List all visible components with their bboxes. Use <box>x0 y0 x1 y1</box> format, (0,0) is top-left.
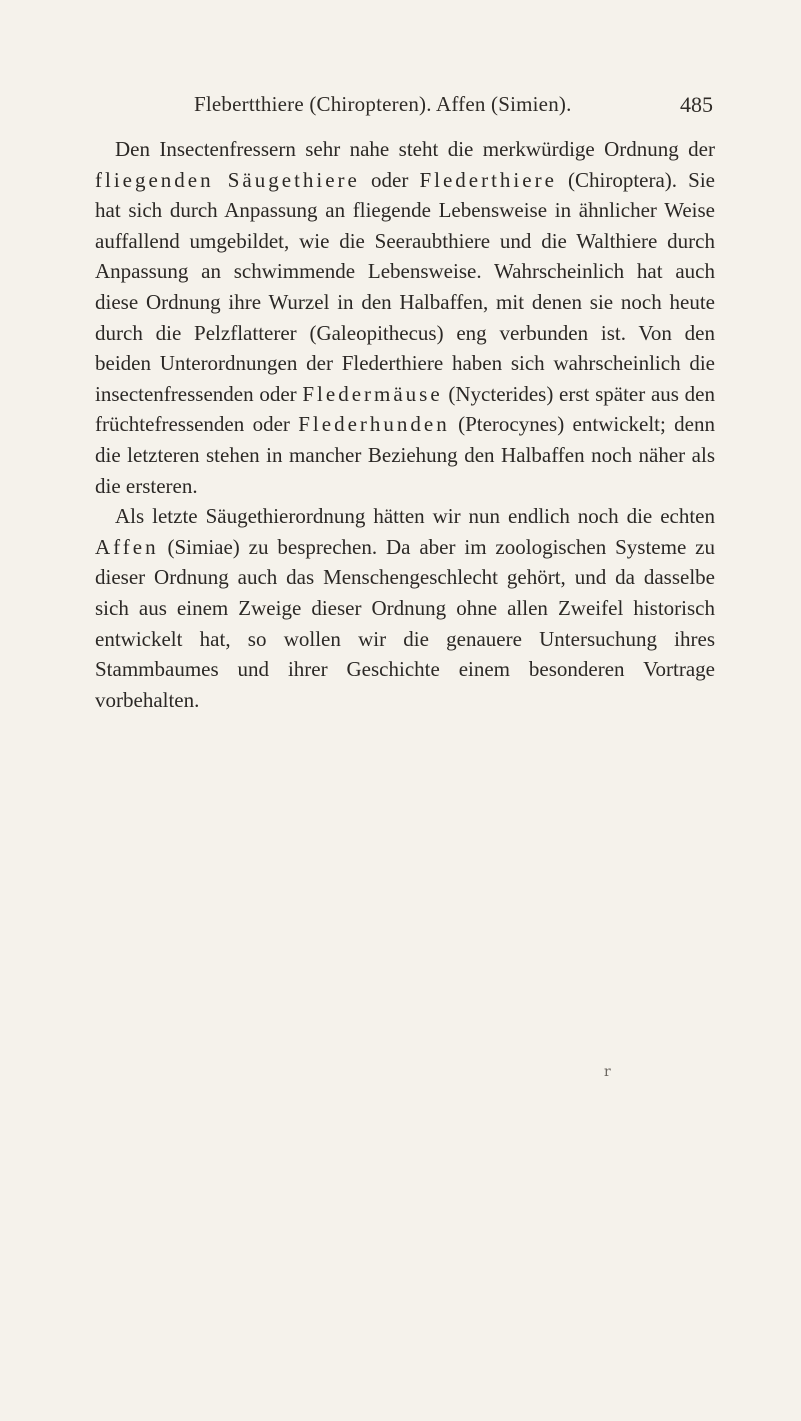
term-flederhunde: Flederhunden <box>298 412 450 437</box>
paragraph-2-text-1: Als letzte Säugethierordnung hätten wir nun endlich noch die echten <box>115 504 715 529</box>
paragraph-1-text-5: (Pterocynes) entwickelt; denn die letzteren stehen in mancher Beziehung den Halbaffen noch näher als die ersteren. <box>95 412 715 498</box>
paragraph-1-text-2: oder <box>359 167 420 192</box>
term-fliegende-saeugethiere: fliegenden Säugethiere <box>95 167 360 192</box>
term-flederthiere: Flederthiere <box>419 167 557 192</box>
paragraph-1-text-1: Den Insectenfressern sehr nahe steht die merkwürdige Ordnung der <box>115 137 715 161</box>
paragraph-1-text-3: (Chiroptera). Sie hat sich durch Anpassung an fliegende Lebensweise in ähnlicher Weise auffallend umgebildet, wie die Seeraubthiere und die Walthiere durch Anpassung an schwimmende Lebensweise. Wahrscheinlich hat auch diese Ordnung ihre Wurzel in den Halbaffen, mit denen sie noch heute durch die Pelzflatterer (Galeopithecus) eng verbunden ist. Von den beiden Unterordnungen der Flederthiere haben sich wahrscheinlich die insectenfressenden oder <box>95 167 716 406</box>
body-text <box>95 134 715 715</box>
stray-mark: r <box>604 1064 611 1080</box>
page-number: 485 <box>680 92 713 117</box>
term-fledermaeuse: Fledermäuse <box>302 381 443 406</box>
running-header <box>96 92 713 120</box>
running-title: Flebertthiere (Chiropteren). Affen (Simien). <box>194 92 572 116</box>
paragraph-2 <box>95 501 715 715</box>
paragraph-2-text-2: (Simiae) zu besprechen. Da aber im zoologischen Systeme zu dieser Ordnung auch das Menschengeschlecht gehört, und da dasselbe sich aus einem Zweige dieser Ordnung ohne allen Zweifel historisch entwickelt hat, so wollen wir die genauere Untersuchung ihres Stammbaumes und ihrer Geschichte einem besonderen Vortrage vorbehalten. <box>95 534 715 712</box>
paragraph-1 <box>95 134 715 501</box>
term-affen: Affen <box>95 534 159 559</box>
paragraph-1-text-4: (Nycterides) erst später aus den früchtefressenden oder <box>95 381 715 437</box>
